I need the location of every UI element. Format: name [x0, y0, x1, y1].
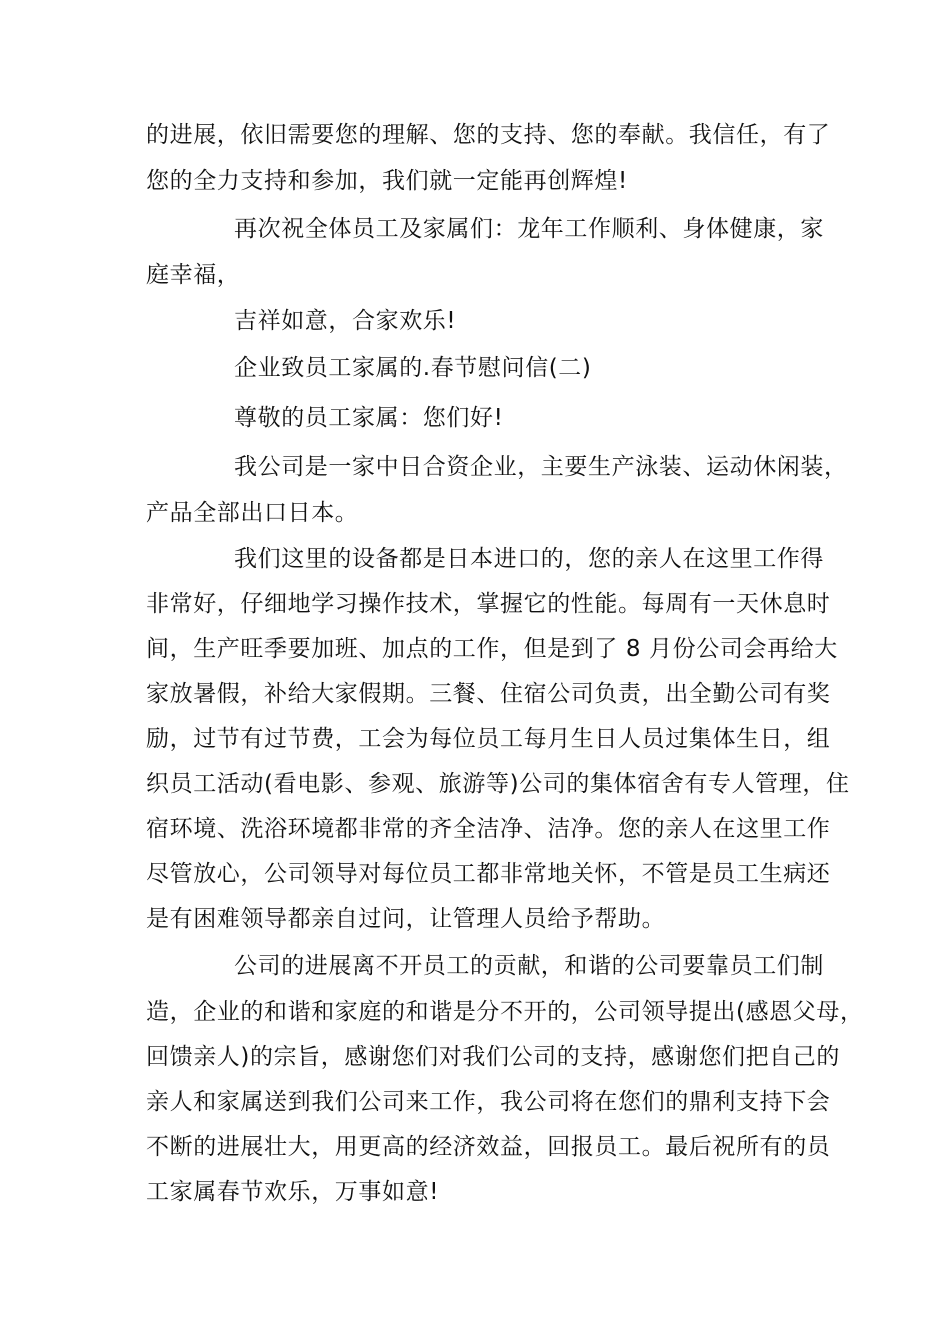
- text-line: 家放暑假，补给大家假期。三餐、住宿公司负责，出全勤公司有奖: [146, 681, 831, 707]
- salutation: 尊敬的员工家属：您们好!: [234, 405, 504, 431]
- text-line: 我们这里的设备都是日本进口的，您的亲人在这里工作得: [234, 546, 824, 572]
- text-line: 庭幸福，: [146, 262, 241, 288]
- text-line: 再次祝全体员工及家属们：龙年工作顺利、身体健康，家: [234, 216, 824, 242]
- text-line: 吉祥如意，合家欢乐!: [234, 308, 457, 334]
- text-line: 造，企业的和谐和家庭的和谐是分不开的，公司领导提出(感恩父母，: [146, 999, 864, 1025]
- text-line: 您的全力支持和参加，我们就一定能再创辉煌!: [146, 168, 628, 194]
- text-line: 我公司是一家中日合资企业，主要生产泳装、运动休闲装，: [234, 454, 848, 480]
- letter-title: 企业致员工家属的.春节慰问信(二): [234, 355, 592, 381]
- text-line: 尽管放心，公司领导对每位员工都非常地关怀，不管是员工生病还: [146, 861, 831, 887]
- text-line: 宿环境、洗浴环境都非常的齐全洁净、洁净。您的亲人在这里工作: [146, 816, 831, 842]
- text-line: 亲人和家属送到我们公司来工作，我公司将在您们的鼎利支持下会: [146, 1089, 831, 1115]
- text-line: 非常好，仔细地学习操作技术，掌握它的性能。每周有一天休息时: [146, 591, 831, 617]
- text-line: 产品全部出口日本。: [146, 500, 359, 526]
- text-line: 是有困难领导都亲自过问，让管理人员给予帮助。: [146, 906, 666, 932]
- text-line: 公司的进展离不开员工的贡献，和谐的公司要靠员工们制: [234, 953, 824, 979]
- text-line: 回馈亲人)的宗旨，感谢您们对我们公司的支持，感谢您们把自己的: [146, 1044, 840, 1070]
- text-line: 不断的进展壮大，用更高的经济效益，回报员工。最后祝所有的员: [146, 1134, 831, 1160]
- text-line: 的进展，依旧需要您的理解、您的支持、您的奉献。我信任，有了: [146, 122, 831, 148]
- text-line: 间，生产旺季要加班、加点的工作，但是到了 8 月份公司会再给大: [146, 636, 838, 662]
- text-line: 工家属春节欢乐，万事如意!: [146, 1179, 440, 1205]
- text-line: 织员工活动(看电影、参观、旅游等)公司的集体宿舍有专人管理，住: [146, 771, 850, 797]
- text-line: 励，过节有过节费，工会为每位员工每月生日人员过集体生日，组: [146, 726, 831, 752]
